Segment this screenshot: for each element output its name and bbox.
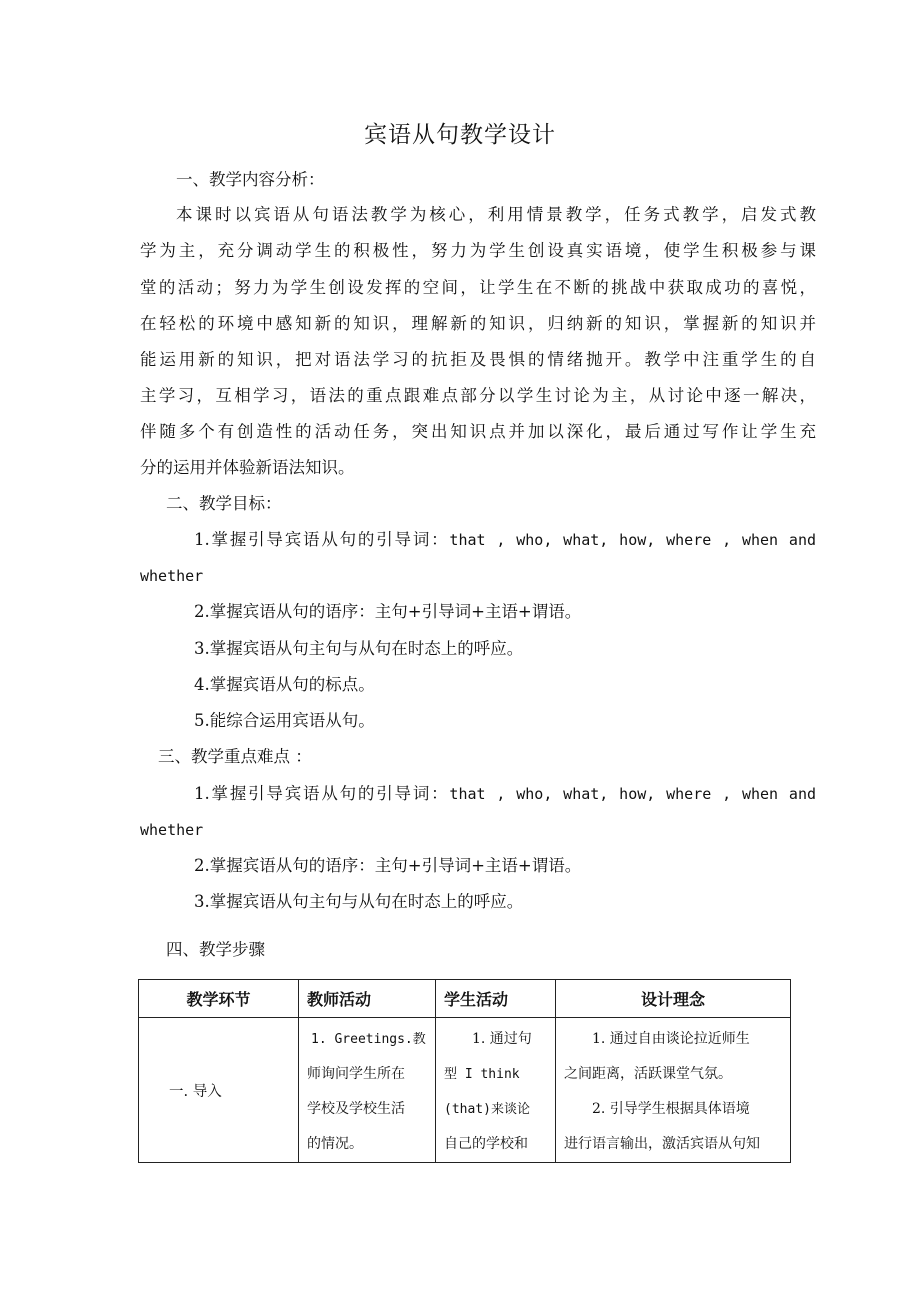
teaching-steps-table <box>138 979 791 1163</box>
objective-item-2: 2.掌握宾语从句的语序：主句+引导词+主语+谓语。 <box>194 602 582 621</box>
paragraph-line: 堂的活动；努力为学生创设发挥的空间，让学生在不断的挑战中获取成功的喜悦， <box>140 278 816 297</box>
paragraph-line: 学为主，充分调动学生的积极性，努力为学生创设真实语境，使学生积极参与课 <box>140 241 816 260</box>
table-row <box>139 1018 791 1163</box>
objective-item-3: 3.掌握宾语从句主句与从句在时态上的呼应。 <box>194 639 524 658</box>
key-point-item-1: 1.掌握引导宾语从句的引导词：that , who, what, how, where , when and <box>194 784 817 803</box>
section-heading-content-analysis: 一、教学内容分析： <box>176 170 325 189</box>
cell-teacher-activity: 1. Greetings.教 师询问学生所在 学校及学校生活 的情况。 <box>299 1018 436 1163</box>
objective-item-5: 5.能综合运用宾语从句。 <box>194 711 375 730</box>
header-design-concept: 设计理念 <box>556 980 791 1018</box>
paragraph-line: 伴随多个有创造性的活动任务，突出知识点并加以深化，最后通过写作让学生充 <box>140 422 816 441</box>
section-heading-objectives: 二、教学目标： <box>166 494 282 513</box>
document-title: 宾语从句教学设计 <box>364 122 556 148</box>
cell-student-activity: 1. 通过句 型 I think (that)来谈论 自己的学校和 <box>436 1018 556 1163</box>
cell-design-concept: 1. 通过自由谈论拉近师生 之间距离，活跃课堂气氛。 2. 引导学生根据具体语境 进行语言输出，激活宾语从句知 <box>556 1018 791 1163</box>
objective-item-1: 1.掌握引导宾语从句的引导词：that , who, what, how, where , when and <box>194 530 817 549</box>
paragraph-line: 能运用新的知识，把对语法学习的抗拒及畏惧的情绪抛开。教学中注重学生的自 <box>140 350 816 369</box>
paragraph-line: 本课时以宾语从句语法教学为核心，利用情景教学，任务式教学，启发式教 <box>176 205 816 224</box>
paragraph-line: 主学习，互相学习，语法的重点跟难点部分以学生讨论为主，从讨论中逐一解决， <box>140 386 816 405</box>
header-stage: 教学环节 <box>139 980 299 1018</box>
objective-item-1-continued: whether <box>140 567 204 585</box>
table-header-row <box>139 980 791 1018</box>
header-student-activity: 学生活动 <box>436 980 556 1018</box>
section-heading-steps: 四、教学步骤 <box>166 940 265 959</box>
key-point-item-2: 2.掌握宾语从句的语序：主句+引导词+主语+谓语。 <box>194 856 582 875</box>
section-heading-key-points: 三、教学重点难点 ： <box>158 747 312 766</box>
cell-stage: 一. 导入 <box>139 1018 299 1163</box>
key-point-item-1-continued: whether <box>140 821 204 839</box>
header-teacher-activity: 教师活动 <box>299 980 436 1018</box>
key-point-item-3: 3.掌握宾语从句主句与从句在时态上的呼应。 <box>194 892 524 911</box>
objective-item-4: 4.掌握宾语从句的标点。 <box>194 675 375 694</box>
paragraph-line: 在轻松的环境中感知新的知识，理解新的知识，归纳新的知识，掌握新的知识并 <box>140 314 816 333</box>
paragraph-line: 分的运用并体验新语法知识。 <box>140 458 355 477</box>
